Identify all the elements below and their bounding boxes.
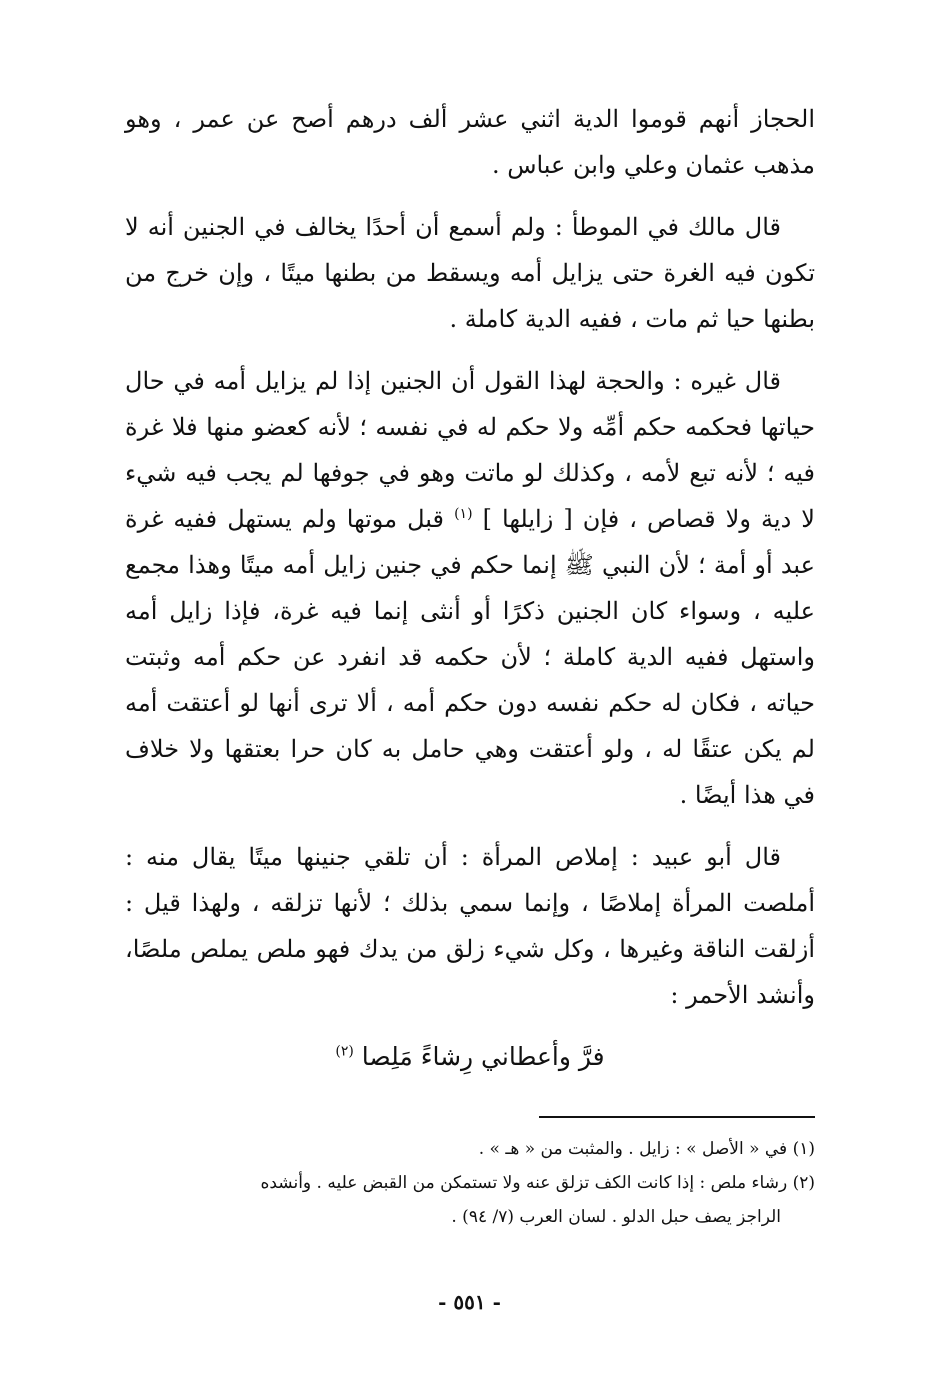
footnote-1: (١) في « الأصل » : زايل . والمثبت من « هـ » . xyxy=(478,1139,815,1159)
footnotes xyxy=(125,1132,815,1234)
footnote-ref-2[interactable]: (٢) xyxy=(335,1043,354,1060)
paragraph-4: قال أبو عبيد : إملاص المرأة : أن تلقي جنينها ميتًا يقال منه : أملصت المرأة إملاصًا ، وإنما سمي بذلك ؛ لأنها تزلقه ، ولهذا قيل : أزلقت الناقة وغيرها ، وكل شيء زلق من يدك فهو ملص يملص ملصًا، وأنشد الأحمر : xyxy=(125,843,815,1009)
page-number: - ٥٥١ - xyxy=(438,1290,501,1314)
paragraph-1: الحجاز أنهم قوموا الدية اثني عشر ألف درهم أصح عن عمر ، وهو مذهب عثمان وعلي وابن عباس . xyxy=(125,105,815,179)
paragraph-3-text-before: قال غيره : والحجة لهذا القول أن الجنين إذا لم يزايل أمه في حال حياتها فحكمه حكم أمِّه ولا حكم له في نفسه ؛ لأنه كعضو منها فلا غرة فيه ؛ لأنه تبع لأمه ، وكذلك لو ماتت وهو في جوفها لم يجب فيه شيء لا دية ولا قصاص ، فإن [ زايلها ] xyxy=(125,367,816,533)
verse xyxy=(125,1034,815,1080)
paragraph-3-text-after: قبل موتها ولم يستهل ففيه غرة عبد أو أمة ؛ لأن النبي ﷺ إنما حكم في جنين زايل أمه ميتًا وهذا مجمع عليه ، وسواء كان الجنين ذكرًا أو أنثى إنما فيه غرة، فإذا زايل أمه واستهل ففيه الدية كاملة ؛ لأن حكمه قد انفرد عن حكم أمه وثبتت حياته ، فكان له حكم نفسه دون حكم أمه ، ألا ترى أنها لو أعتقت أمه لم يكن عتقًا له ، ولو أعتقت وهي حامل به كان حرا بعتقها ولا خلاف في هذا أيضًا . xyxy=(125,505,816,809)
paragraph-3 xyxy=(125,358,815,818)
footnote-divider xyxy=(539,1116,815,1118)
paragraph-2: قال مالك في الموطأ : ولم أسمع أن أحدًا يخالف في الجنين أنه لا تكون فيه الغرة حتى يزايل أمه ويسقط من بطنها ميتًا ، وإن خرج من بطنها حيا ثم مات ، ففيه الدية كاملة . xyxy=(125,213,815,333)
footnote-2-continuation: الراجز يصف حبل الدلو . لسان العرب (٧/ ٩٤) . xyxy=(451,1207,781,1227)
main-text xyxy=(125,96,815,1080)
verse-text: فرَّ وأعطاني رِشاءً مَلِصا xyxy=(361,1042,605,1071)
footnote-ref-1[interactable]: (١) xyxy=(454,506,473,522)
footnote-2: (٢) رشاء ملص : إذا كانت الكف تزلق عنه ولا تستمكن من القبض عليه . وأنشده xyxy=(260,1173,815,1193)
